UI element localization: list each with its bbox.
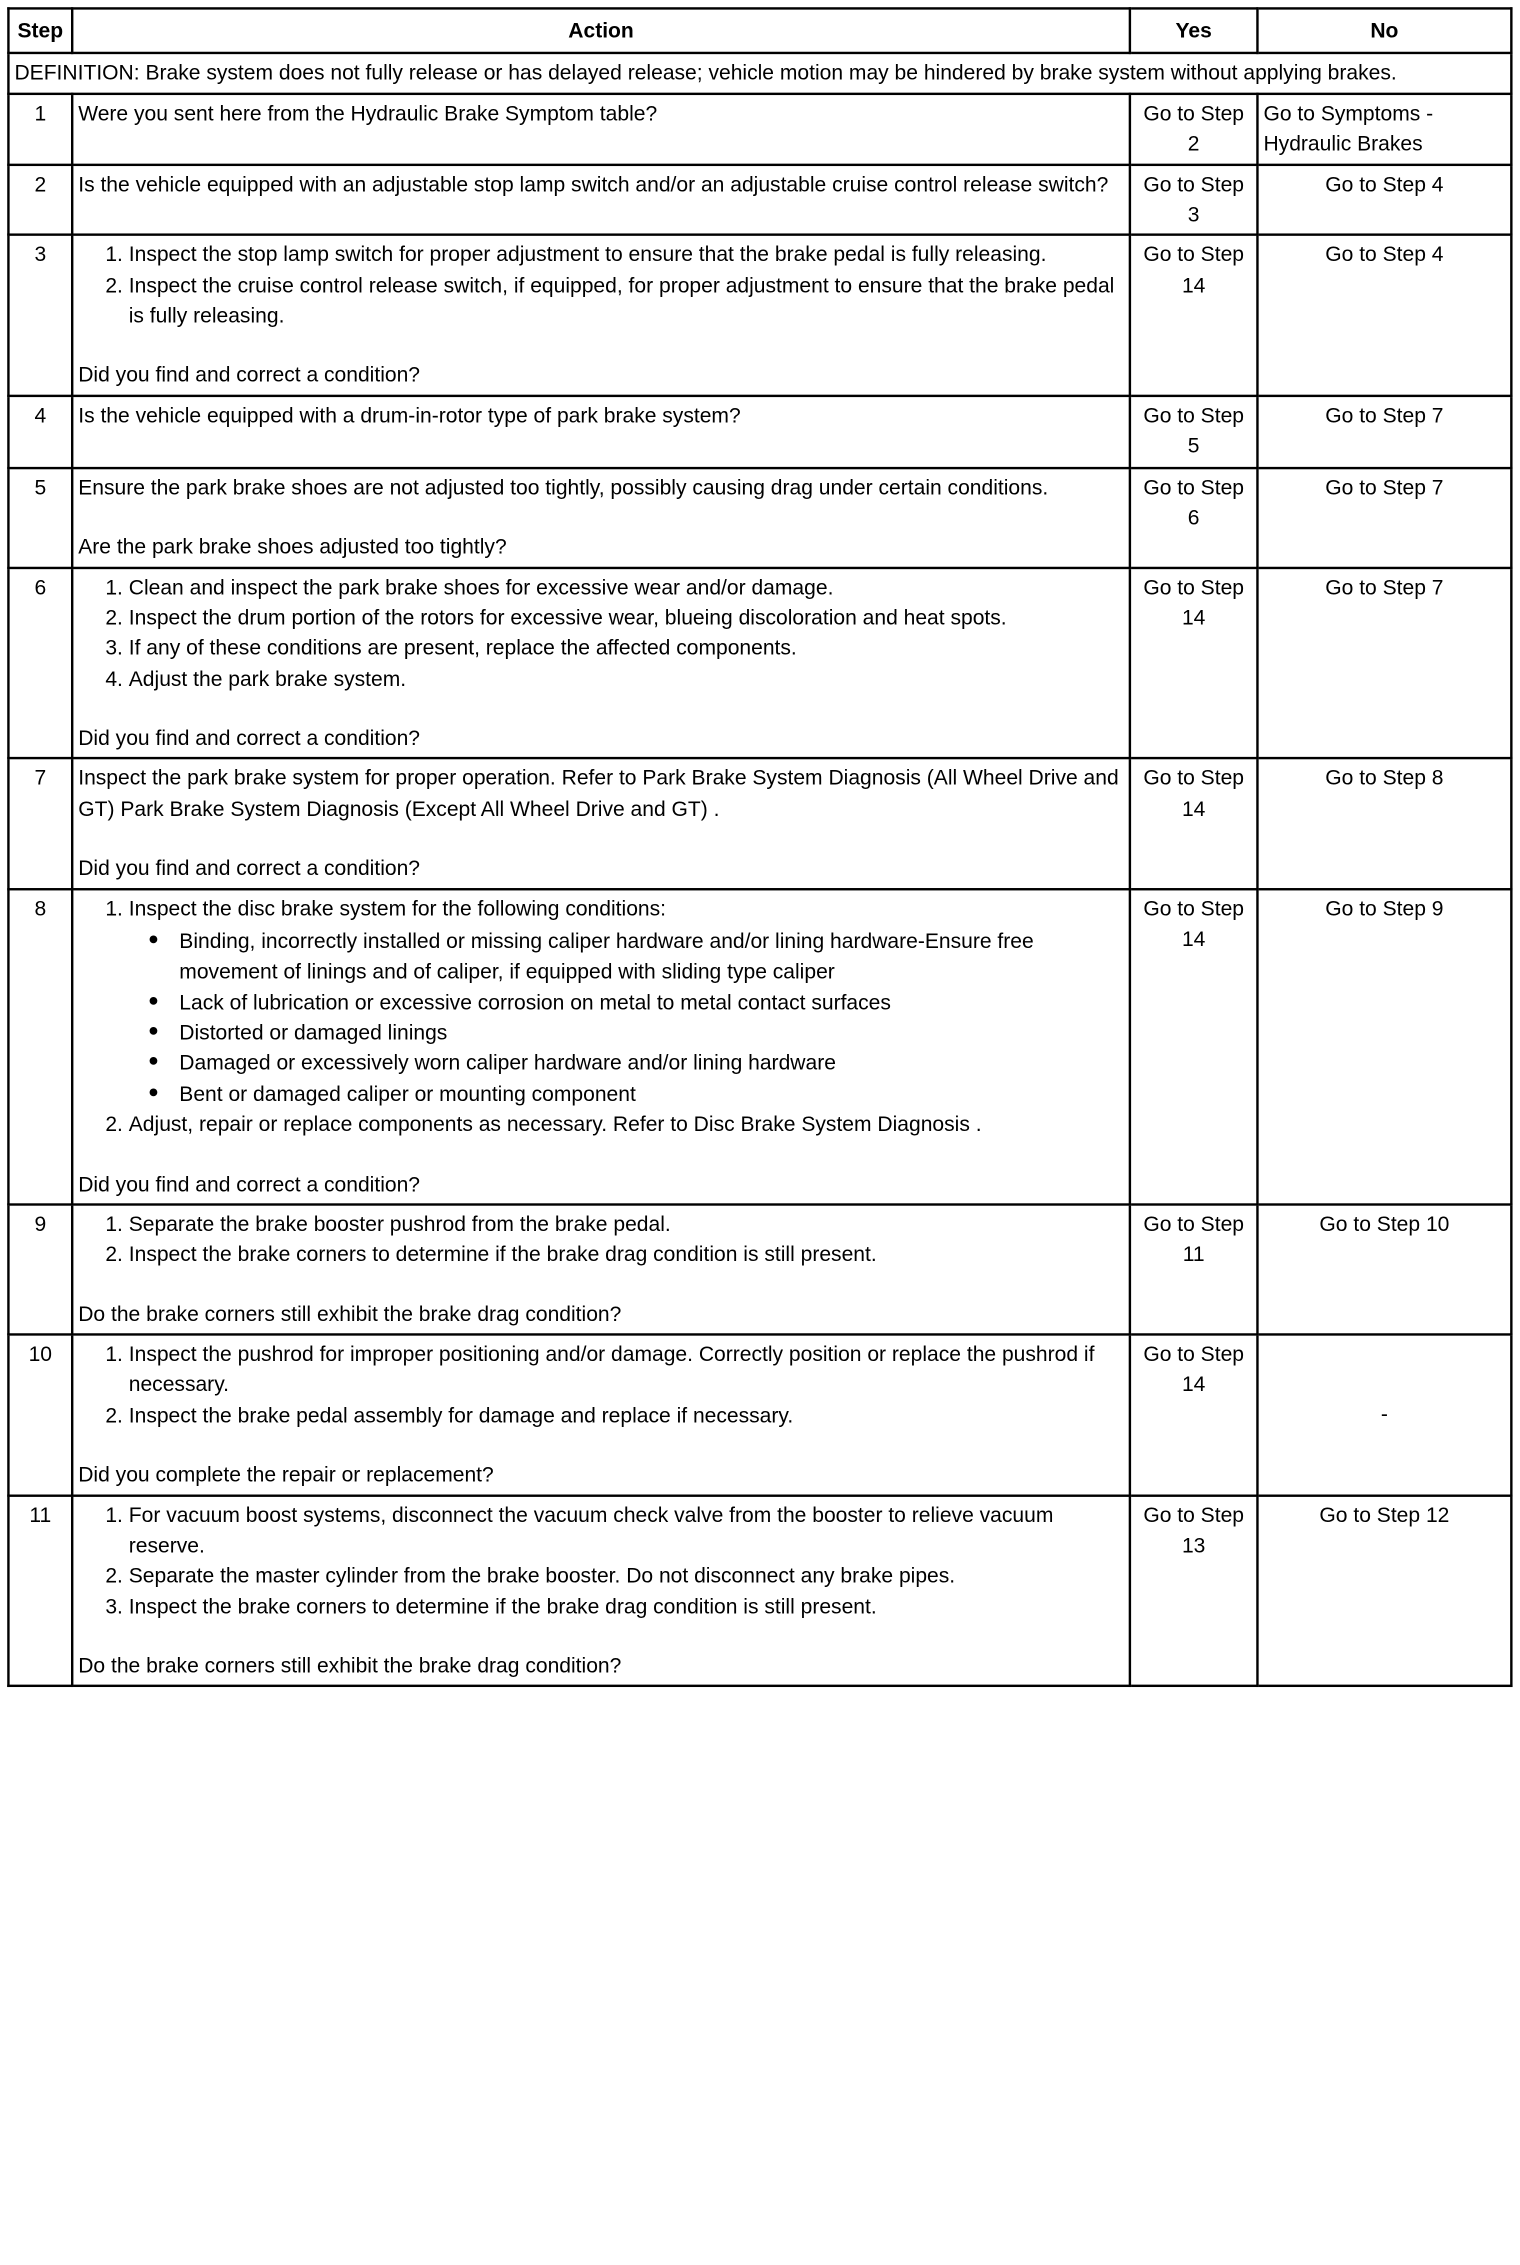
no-result: Go to Step 8 <box>1257 759 1511 889</box>
table-row <box>8 235 1511 396</box>
action-text: Ensure the park brake shoes are not adjusted too tightly, possibly causing drag under certain conditions. <box>78 475 1049 500</box>
definition-text: DEFINITION: Brake system does not fully release or has delayed release; vehicle motion may be hindered by brake system without applying brakes. <box>8 53 1511 93</box>
step-number: 7 <box>8 759 72 889</box>
step-number: 4 <box>8 396 72 468</box>
table-row <box>8 889 1511 1205</box>
yes-result: Go to Step 14 <box>1130 1334 1258 1495</box>
action-cell <box>72 567 1130 758</box>
step-number: 5 <box>8 468 72 568</box>
list-item: 2. Inspect the cruise control release switch, if equipped, for proper adjustment to ensure that the brake pedal is fully releasing. <box>129 270 1124 331</box>
no-result: Go to Step 7 <box>1257 396 1511 468</box>
action-question: Did you find and correct a condition? <box>78 725 421 750</box>
list-item: 2. Inspect the brake corners to determine if the brake drag condition is still present. <box>129 1240 1124 1271</box>
list-item: 1. Clean and inspect the park brake shoes for excessive wear and/or damage. <box>129 572 1124 603</box>
yes-result: Go to Step 5 <box>1130 396 1258 468</box>
table-row <box>8 94 1511 165</box>
table-row <box>8 567 1511 758</box>
yes-result: Go to Step 6 <box>1130 468 1258 568</box>
list-item-text: Inspect the disc brake system for the following conditions: <box>128 895 667 920</box>
table-row <box>8 396 1511 468</box>
bullet-item: ● Distorted or damaged linings <box>179 1018 1124 1049</box>
no-result: Go to Symptoms - Hydraulic Brakes <box>1257 94 1511 165</box>
step-number: 1 <box>8 94 72 165</box>
action-question: Did you find and correct a condition? <box>78 855 421 880</box>
action-text: Is the vehicle equipped with a drum-in-rotor type of park brake system? <box>72 396 1130 468</box>
step-number: 3 <box>8 235 72 396</box>
list-item: 2. Adjust, repair or replace components as necessary. Refer to Disc Brake System Diagnosis . <box>129 1110 1124 1141</box>
table-row <box>8 759 1511 889</box>
no-result: - <box>1257 1334 1511 1495</box>
list-item: 3. Inspect the brake corners to determine if the brake drag condition is still present. <box>129 1592 1124 1623</box>
no-result: Go to Step 7 <box>1257 468 1511 568</box>
list-item: 3. If any of these conditions are present, replace the affected components. <box>129 633 1124 664</box>
step-number: 2 <box>8 164 72 235</box>
action-text: Were you sent here from the Hydraulic Brake Symptom table? <box>72 94 1130 165</box>
action-text: Inspect the park brake system for proper operation. Refer to Park Brake System Diagnosis (All Wheel Drive and GT) Park Brake System Diagnosis (Except All Wheel Drive and GT) . <box>78 765 1119 821</box>
header-action: Action <box>72 8 1130 53</box>
table-row <box>8 164 1511 235</box>
yes-result: Go to Step 13 <box>1130 1495 1258 1686</box>
action-question: Are the park brake shoes adjusted too tightly? <box>78 534 507 559</box>
list-item: 1. Separate the brake booster pushrod from the brake pedal. <box>129 1209 1124 1240</box>
bullet-item: ● Damaged or excessively worn caliper hardware and/or lining hardware <box>179 1049 1124 1080</box>
action-cell <box>72 759 1130 889</box>
table-row <box>8 1495 1511 1686</box>
table-row <box>8 468 1511 568</box>
step-number: 10 <box>8 1334 72 1495</box>
list-item: 2. Inspect the brake pedal assembly for damage and replace if necessary. <box>129 1400 1124 1431</box>
action-cell <box>72 1204 1130 1334</box>
step-number: 9 <box>8 1204 72 1334</box>
yes-result: Go to Step 14 <box>1130 567 1258 758</box>
diagnostic-table <box>7 7 1512 1687</box>
bullet-item: ● Bent or damaged caliper or mounting component <box>179 1079 1124 1110</box>
header-row <box>8 8 1511 53</box>
action-question: Do the brake corners still exhibit the brake drag condition? <box>78 1301 622 1326</box>
list-item: 2. Inspect the drum portion of the rotors for excessive wear, blueing discoloration and heat spots. <box>129 603 1124 634</box>
yes-result: Go to Step 2 <box>1130 94 1258 165</box>
no-result: Go to Step 4 <box>1257 164 1511 235</box>
step-number: 6 <box>8 567 72 758</box>
action-text: Is the vehicle equipped with an adjustable stop lamp switch and/or an adjustable cruise control release switch? <box>72 164 1130 235</box>
action-cell <box>72 1495 1130 1686</box>
action-list <box>78 1339 1124 1431</box>
no-result: Go to Step 10 <box>1257 1204 1511 1334</box>
bullet-list <box>129 926 1124 1109</box>
header-no: No <box>1257 8 1511 53</box>
action-question: Did you find and correct a condition? <box>78 362 421 387</box>
table-row <box>8 1204 1511 1334</box>
list-item: 4. Adjust the park brake system. <box>129 664 1124 695</box>
action-question: Did you find and correct a condition? <box>78 1171 421 1196</box>
action-list <box>78 893 1124 1140</box>
step-number: 8 <box>8 889 72 1205</box>
action-list <box>78 1209 1124 1270</box>
step-number: 11 <box>8 1495 72 1686</box>
list-item: 1. For vacuum boost systems, disconnect the vacuum check valve from the booster to relieve vacuum reserve. <box>129 1500 1124 1561</box>
no-result: Go to Step 12 <box>1257 1495 1511 1686</box>
list-item <box>129 893 1124 1109</box>
list-item: 1. Inspect the pushrod for improper positioning and/or damage. Correctly position or replace the pushrod if necessary. <box>129 1339 1124 1400</box>
definition-row <box>8 53 1511 93</box>
action-cell <box>72 889 1130 1205</box>
bullet-item: ● Lack of lubrication or excessive corrosion on metal to metal contact surfaces <box>179 987 1124 1018</box>
list-item: 2. Separate the master cylinder from the brake booster. Do not disconnect any brake pipes. <box>129 1561 1124 1592</box>
yes-result: Go to Step 14 <box>1130 889 1258 1205</box>
header-step: Step <box>8 8 72 53</box>
action-cell <box>72 468 1130 568</box>
no-result: Go to Step 4 <box>1257 235 1511 396</box>
action-question: Did you complete the repair or replacement? <box>78 1462 494 1487</box>
table-row <box>8 1334 1511 1495</box>
action-list <box>78 572 1124 694</box>
action-question: Do the brake corners still exhibit the brake drag condition? <box>78 1653 622 1678</box>
action-list <box>78 240 1124 332</box>
no-result: Go to Step 7 <box>1257 567 1511 758</box>
list-item: 1. Inspect the stop lamp switch for proper adjustment to ensure that the brake pedal is fully releasing. <box>129 240 1124 271</box>
header-yes: Yes <box>1130 8 1258 53</box>
yes-result: Go to Step 14 <box>1130 759 1258 889</box>
yes-result: Go to Step 11 <box>1130 1204 1258 1334</box>
yes-result: Go to Step 14 <box>1130 235 1258 396</box>
action-cell <box>72 1334 1130 1495</box>
no-result: Go to Step 9 <box>1257 889 1511 1205</box>
yes-result: Go to Step 3 <box>1130 164 1258 235</box>
bullet-item: ● Binding, incorrectly installed or missing caliper hardware and/or lining hardware-Ensure free movement of linings and of caliper, if equipped with sliding type caliper <box>179 926 1124 987</box>
action-list <box>78 1500 1124 1622</box>
action-cell <box>72 235 1130 396</box>
